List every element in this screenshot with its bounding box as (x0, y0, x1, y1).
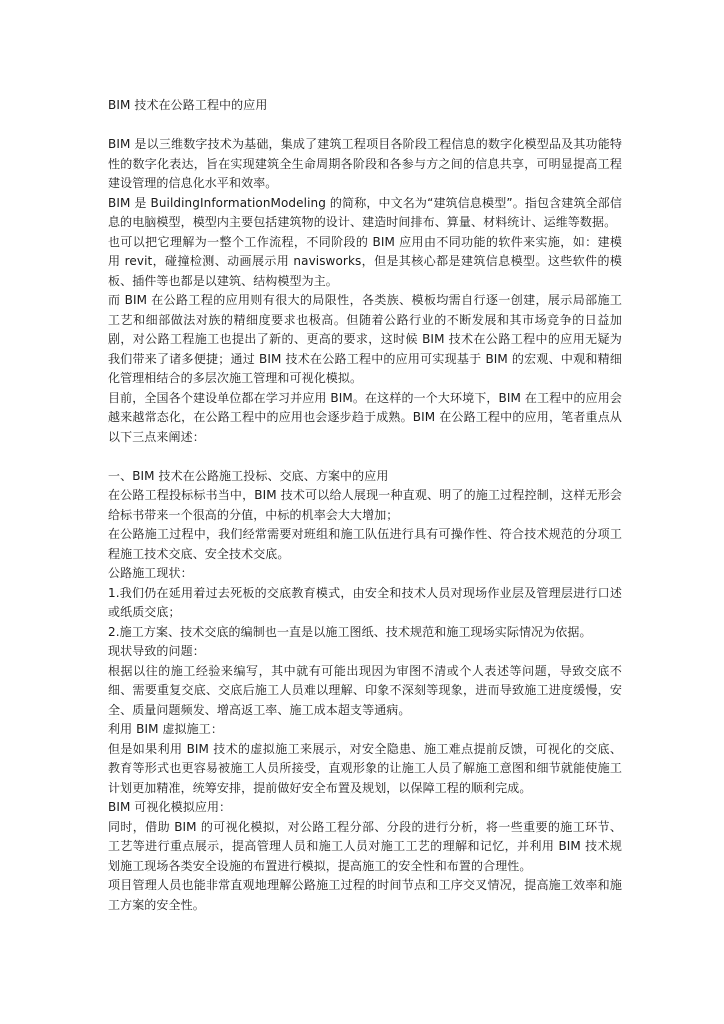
section-paragraph: 在公路施工过程中，我们经常需要对班组和施工队伍进行具有可操作性、符合技术规范的分项工程施工技术交底、安全技术交底。 (108, 527, 622, 561)
intro-paragraph: BIM 是以三维数字技术为基础，集成了建筑工程项目各阶段工程信息的数字化模型品及其功能特性的数字化表达，旨在实现建筑全生命周期各阶段和各参与方之间的信息共享，可明显提高工程建设管理的信息化水平和效率。 (108, 137, 622, 190)
section-one (108, 467, 622, 916)
intro-paragraph: BIM 是 BuildingInformationModeling 的简称，中文名为“建筑信息模型”。指包含建筑全部信息的电脑模型，模型内主要包括建筑物的设计、建造时间排布、算量、材料统计、运维等数据。 (108, 195, 622, 229)
section-paragraph: 根据以往的施工经验来编写，其中就有可能出现因为审图不清或个人表述等问题，导致交底不细、需要重复交底、交底后施工人员难以理解、印象不深刻等现象，进而导致施工进度缓慢，安全、质量问题频发、增高返工率、施工成本超支等通病。 (108, 663, 622, 717)
intro-paragraph: 目前，全国各个建设单位都在学习并应用 BIM。在这样的一个大环境下，BIM 在工程中的应用会越来越常态化，在公路工程中的应用也会逐步趋于成熟。BIM 在公路工程中的应用，笔者重点从以下三点来阐述： (108, 390, 622, 444)
document-page (108, 96, 622, 915)
subheading: BIM 可视化模拟应用： (108, 800, 232, 814)
intro-paragraph: 也可以把它理解为一整个工作流程，不同阶段的 BIM 应用由不同功能的软件来实施，如：建模用 revit，碰撞检测、动画展示用 navisworks，但是其核心都是建筑信息模型。这些软件的模板、插件等也都是以建筑、结构模型为主。 (108, 234, 622, 288)
section-gap (108, 447, 622, 467)
section-paragraph: 项目管理人员也能非常直观地理解公路施工过程的时间节点和工序交叉情况，提高施工效率和施工方案的安全性。 (108, 878, 622, 912)
subheading: 现状导致的问题： (108, 644, 205, 658)
intro-section (108, 135, 622, 447)
intro-paragraph: 而 BIM 在公路工程的应用则有很大的局限性，各类族、模板均需自行逐一创建，展示局部施工工艺和细部做法对族的精细度要求也极高。但随着公路行业的不断发展和其市场竞争的日益加剧，对公路工程施工也提出了新的、更高的要求，这时候 BIM 技术在公路工程中的应用无疑为我们带来了诸多便捷；通过 BIM 技术在公路工程中的应用可实现基于 BIM 的宏观、中观和精细化管理相结合的多层次施工管理和可视化模拟。 (108, 293, 622, 385)
subheading: 公路施工现状： (108, 566, 193, 580)
document-title: BIM 技术在公路工程中的应用 (108, 98, 268, 112)
section-paragraph: 同时，借助 BIM 的可视化模拟，对公路工程分部、分段的进行分析，将一些重要的施工环节、工艺等进行重点展示，提高管理人员和施工人员对施工工艺的理解和记忆，并利用 BIM 技术规划施工现场各类安全设施的布置进行模拟，提高施工的安全性和布置的合理性。 (108, 819, 622, 873)
subheading: 利用 BIM 虚拟施工： (108, 722, 223, 736)
section-paragraph: 但是如果利用 BIM 技术的虚拟施工来展示，对安全隐患、施工难点提前反馈，可视化的交底、教育等形式也更容易被施工人员所接受，直观形象的让施工人员了解施工意图和细节就能使施工计划更加精准，统筹安排，提前做好安全布置及规划，以保障工程的顺利完成。 (108, 741, 622, 795)
section-paragraph: 在公路工程投标标书当中，BIM 技术可以给人展现一种直观、明了的施工过程控制，这样无形会给标书带来一个很高的分值，中标的机率会大大增加； (108, 488, 622, 522)
section-heading: 一、BIM 技术在公路施工投标、交底、方案中的应用 (108, 468, 389, 483)
numbered-item: 1.我们仍在延用着过去死板的交底教育模式，由安全和技术人员对现场作业层及管理层进行口述或纸质交底； (108, 585, 622, 619)
numbered-item: 2.施工方案、技术交底的编制也一直是以施工图纸、技术规范和施工现场实际情况为依据。 (108, 624, 592, 639)
